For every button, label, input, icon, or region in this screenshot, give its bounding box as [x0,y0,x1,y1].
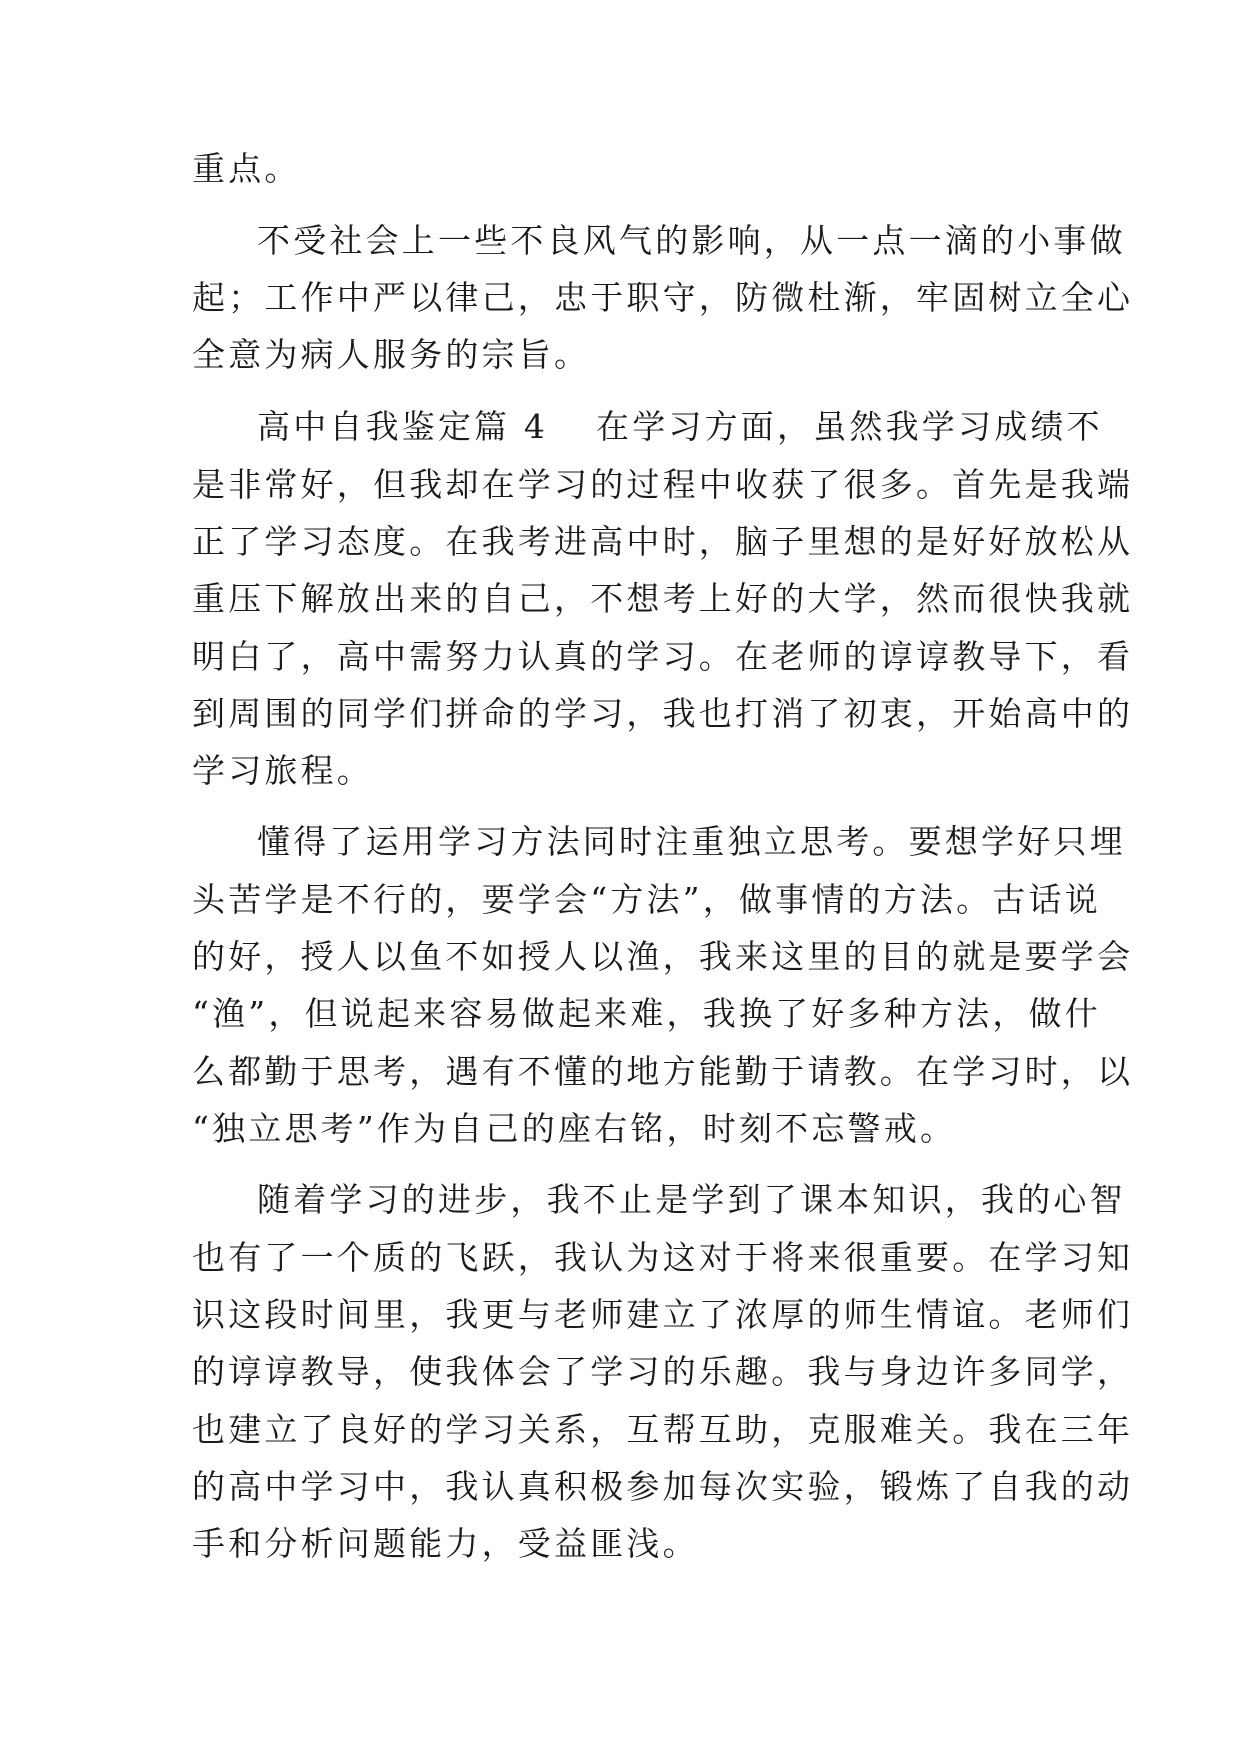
line-text: 的谆谆教导，使我体会了学习的乐趣。我与身边许多同学， [192,1352,1134,1391]
line-text: 的高中学习中，我认真积极参加每次实验，锻炼了自我的动 [192,1467,1134,1506]
line-text: 么都勤于思考，遇有不懂的地方能勤于请教。在学习时，以 [192,1052,1134,1091]
section-number: 篇 4 [474,407,549,446]
line-text: 是非常好，但我却在学习的过程中收获了很多。首先是我端 [192,465,1134,504]
line-text: “独立思考”作为自己的座右铭，时刻不忘警戒。 [192,1109,957,1148]
line-text: 明白了，高中需努力认真的学习。在老师的谆谆教导下，看 [192,637,1134,676]
line-text: 也有了一个质的飞跃，我认为这对于将来很重要。在学习知 [192,1238,1134,1277]
line-text: 起；工作中严以律己，忠于职守，防微杜渐，牢固树立全心 [192,278,1134,317]
line-text: 头苦学是不行的，要学会“方法”，做事情的方法。古话说 [192,880,1101,919]
line-text: 随着学习的进步，我不止是学到了课本知识，我的心智 [257,1180,1126,1219]
line-text: 重压下解放出来的自己，不想考上好的大学，然而很快我就 [192,579,1134,618]
line-text: 不受社会上一些不良风气的影响，从一点一滴的小事做 [257,221,1126,260]
line-text: 正了学习态度。在我考进高中时，脑子里想的是好好放松从 [192,522,1134,561]
line-text: 学习旅程。 [192,751,373,790]
line-text: “渔”，但说起来容易做起来难，我换了好多种方法，做什 [192,994,1101,1033]
line-text: 全意为病人服务的宗旨。 [192,335,591,374]
line-text: 手和分析问题能力，受益匪浅。 [192,1524,699,1563]
line-text: 也建立了良好的学习关系，互帮互助，克服难关。我在三年 [192,1410,1134,1449]
line-text: 识这段时间里，我更与老师建立了浓厚的师生情谊。老师们 [192,1295,1134,1334]
line-text: 到周围的同学们拼命的学习，我也打消了初衷，开始高中的 [192,694,1134,733]
paragraph-line [0,1515,1241,1689]
section-heading: 高中自我鉴定 [257,407,475,446]
line-text: 的好，授人以鱼不如授人以渔，我来这里的目的就是要学会 [192,937,1134,976]
line-text: 重点。 [192,149,301,188]
line-text: 在学习方面，虽然我学习成绩不 [596,407,1103,446]
line-text: 懂得了运用学习方法同时注重独立思考。要想学好只埋 [257,822,1126,861]
